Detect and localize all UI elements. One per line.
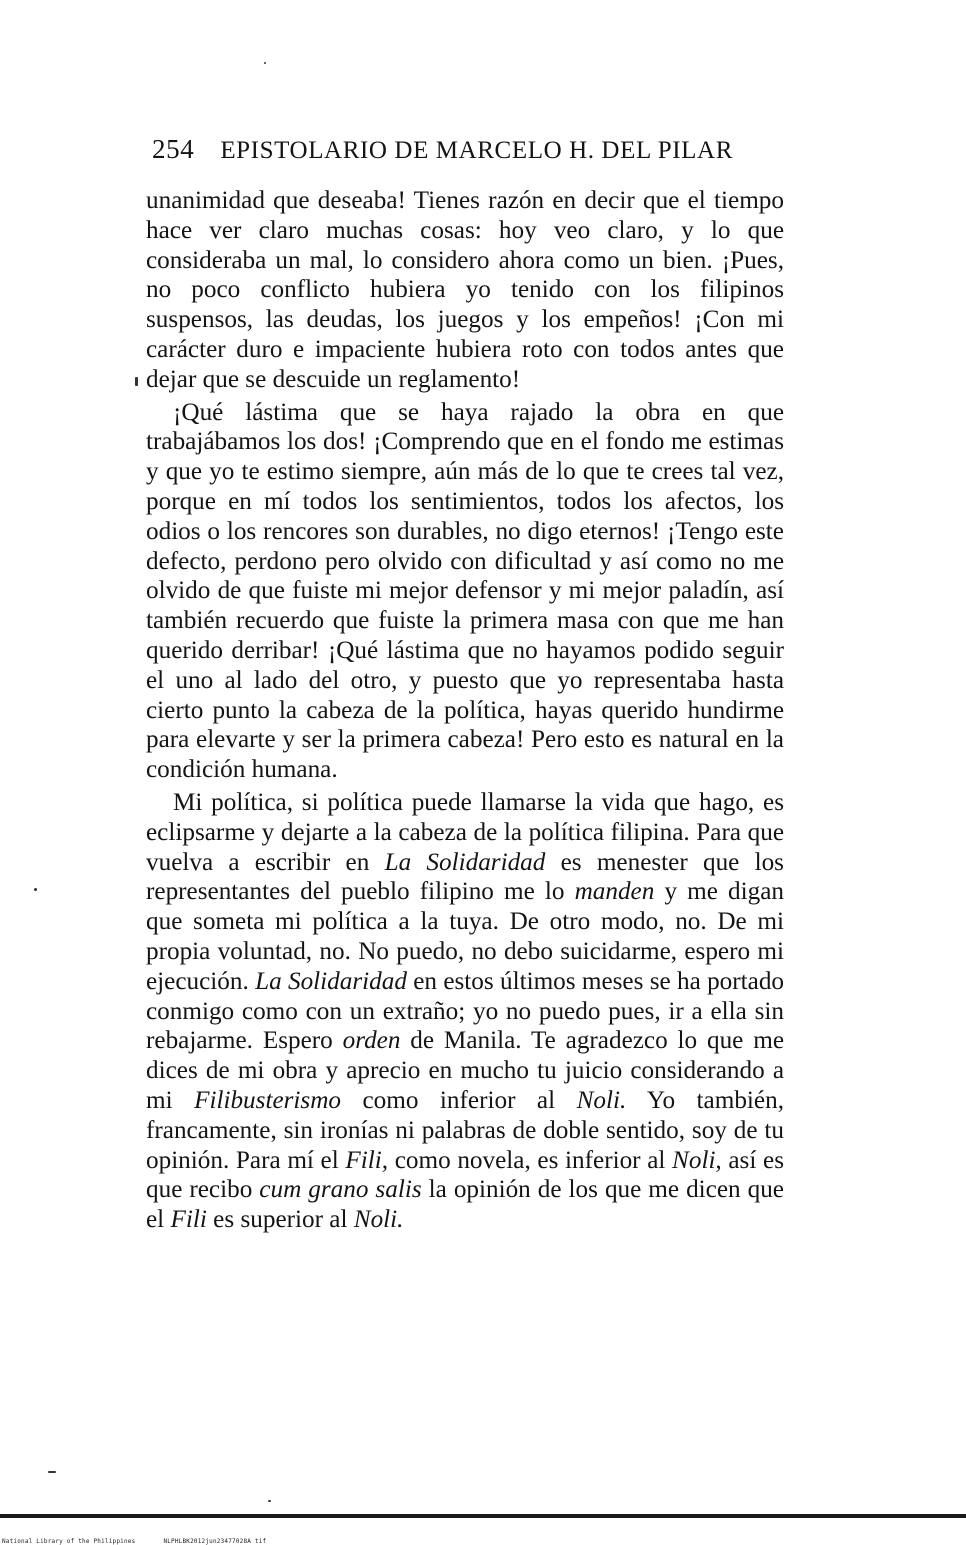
page-number: 254 [152,134,195,164]
body-text [146,186,784,1235]
italic-run: manden [574,878,655,906]
scan-footer [2,1538,266,1545]
scan-speck [135,377,138,386]
paragraph-3 [146,788,784,1235]
italic-run: Noli. [576,1086,627,1114]
italic-run: La Solidaridad [384,848,546,876]
scan-speck [48,1471,56,1473]
italic-run: Filibusterismo [194,1086,342,1114]
footer-library: National Library of the Philippines [2,1538,136,1545]
text-run: Yo también, francamente, sin ironías ni palabras de doble sentido, soy de tu opinión. Para mí el [146,1086,784,1174]
text-run: y me digan que someta mi política a la tuya. De otro modo, no. De mi propia voluntad, no. No puedo, no debo suicidarme, espero mi ejecución. [146,878,784,995]
text-run: unanimidad que deseaba! Tienes razón en decir que el tiempo hace ver claro muchas cosas: hoy veo claro, y lo que consideraba un mal, lo considero ahora como un bien. ¡Pues, no poco conflicto hubiera yo tenido con los filipinos suspensos, las deudas, los juegos y los empeños! ¡Con mi carácter duro e impaciente hubiera roto con todos antes que dejar que se descuide un reglamento! [146,187,784,393]
italic-run: Noli, [672,1146,722,1174]
text-run: es superior al [206,1206,354,1234]
italic-run: Fili, [345,1146,389,1174]
text-run: Mi política, si política puede llamarse la vida que hago, es eclipsarme y dejarte a la cabeza de la política filipina. Para que vuelva a escribir en [146,788,784,876]
italic-run: Fili [170,1206,207,1234]
italic-run: cum grano salis [259,1176,422,1204]
running-head [152,134,784,174]
italic-run: orden [342,1027,401,1055]
paragraph-2 [146,398,784,785]
italic-run: La Solidaridad [255,967,407,995]
text-run: así es que recibo [146,1146,784,1204]
paragraph-1 [146,186,784,395]
scan-speck [268,1500,271,1502]
italic-run: Noli. [353,1206,404,1234]
footer-scan-id: NLPHLBK2012jun23477028A tif [163,1538,267,1545]
scan-speck [34,888,37,891]
text-run: la opinión de los que me dicen que el [146,1176,784,1234]
text-run: es menester que los representantes del pueblo filipino me lo [146,848,784,906]
scan-speck [264,62,266,64]
text-run: en estos últimos meses se ha portado conmigo como con un extraño; yo no puedo pues, ir a ella sin rebajarme. Espero [146,967,785,1055]
running-title: EPISTOLARIO DE MARCELO H. DEL PILAR [220,137,733,164]
text-run: de Manila. Te agradezco lo que me dices de mi obra y aprecio en mucho tu juicio considerando a mi [146,1027,784,1114]
text-run: como novela, es inferior al [388,1146,673,1174]
text-run: ¡Qué lástima que se haya rajado la obra en que trabajábamos los dos! ¡Comprendo que en el fondo me estimas y que yo te estimo siempre, aún más de lo que te crees tal vez, porque en mí todos los sentimientos, todos los afectos, los odios o los rencores son durables, no digo eternos! ¡Tengo este defecto, perdono pero olvido con dificultad y así como no me olvido de que fuiste mi mejor defensor y mi mejor paladín, así también recuerdo que fuiste la primera masa con que me han querido derribar! ¡Qué lástima que no hayamos podido seguir el uno al lado del otro, y puesto que yo representaba hasta cierto punto la cabeza de la política, hayas querido hundirme para elevarte y ser la primera cabeza! Pero esto es natural en la condición humana. [146,398,784,784]
text-run: como inferior al [341,1086,577,1114]
